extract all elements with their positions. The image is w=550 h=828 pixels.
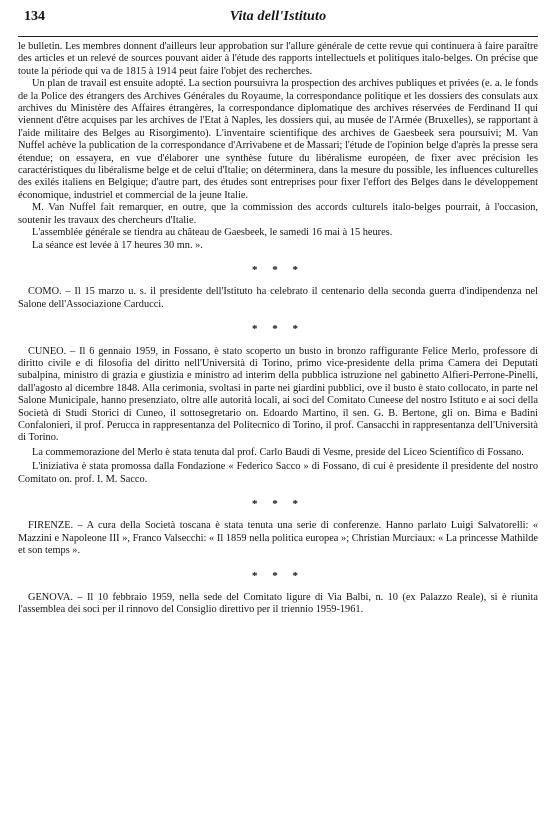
section-separator: * * * — [252, 263, 304, 276]
section-separator: * * * — [252, 498, 304, 510]
page-header — [18, 0, 538, 37]
section-firenze: FIRENZE. – A cura della Società toscana è stata tenuta una serie di conferenze. Hanno parlato Luigi Salvatorelli: « Mazzini e Napoleone III », Franco Valsecchi: « Il 1859 nella politica europea »; Christian Murciaux: « La princesse Mathilde et son temps ». — [18, 520, 538, 557]
section-separator: * * * — [252, 569, 304, 582]
article-body — [18, 41, 538, 617]
section-como: COMO. – Il 15 marzo u. s. il presidente dell'Istituto ha celebrato il centenario della seconda guerra d'indipendenza nel Salone dell'Associazione Carducci. — [18, 286, 538, 310]
paragraph-bulletin: le bulletin. Les membres donnent d'ailleurs leur approbation sur l'allure générale de cette revue qui continuera à faire paraître des articles et un relevé de sources pouvant aider à l'étude des rapports intellectuels et politiques italo-belges. On précise que toute la période qui va de 1815 à 1914 peut faire l'objet des recherches. — [18, 41, 538, 77]
paragraph-general-assembly: L'assemblée générale se tiendra au château de Gaesbeek, le samedi 16 mai à 15 heures. — [32, 227, 393, 239]
page-number: 134 — [24, 9, 45, 24]
running-title: Vita dell'Istituto — [229, 9, 327, 24]
paragraph-cuneo-commemoration: La commemorazione del Merlo è stata tenuta dal prof. Carlo Baudi di Vesme, preside del Liceo Scientifico di Fossano. — [32, 446, 524, 458]
paragraph-cuneo-initiative: L'iniziativa è stata promossa dalla Fondazione « Federico Sacco » di Fossano, di cui è presidente il presidente del nostro Comitato on. prof. I. M. Sacco. — [18, 461, 538, 485]
paragraph-session-closed: La séance est levée à 17 heures 30 mn. ». — [32, 239, 203, 251]
section-separator: * * * — [252, 323, 304, 336]
paragraph-work-plan: Un plan de travail est ensuite adopté. La section poursuivra la prospection des archives publiques et privées (e. a. le fonds de la Police des étrangers des Archives Générales du Royaume, la correspondance politique et les dossiers des consulats aux archives du Ministère des Affaires étrangères, la correspondance diplomatique des archives réservées de Ferdinand II qui viennent d'être acquises par les archives de l'Etat à Naples, les dossiers qui, au musée de l'Armée (Bruxelles), se rapportant à l'aide militaire des Belges au Risorgimento). L'inventaire scientifique des archives de Gaesbeek sera poursuivi; M. Van Nuffel achève la publication de la correspondance d'Arrivabene et de Massari; l'étude de l'opinion belge d'après la presse sera étendue; on essayera, en vue d'élaborer une synthèse future du libéralisme européen, de fixer avec précision les caractéristiques du libéralisme belge et de celui d'Italie; on déterminera, dans la mesure du possible, les influences culturelles des exilés italiens en Belgique; d'autre part, des études sont entreprises pour fixer l'effort des Belges dans le développement économique, industriel et commercial de la jeune Italie. — [18, 78, 538, 201]
paragraph-van-nuffel: M. Van Nuffel fait remarquer, en outre, que la commission des accords culturels italo-belges pourrait, à l'occasion, soutenir les travaux des chercheurs d'Italie. — [18, 202, 538, 226]
section-genova: GENOVA. – Il 10 febbraio 1959, nella sede del Comitato ligure di Via Balbi, n. 10 (ex Palazzo Reale), si è riunita l'assemblea dei soci per il rinnovo del Consiglio direttivo per il triennio 1959-1961. — [18, 592, 538, 616]
section-cuneo: CUNEO. – Il 6 gennaio 1959, in Fossano, è stato scoperto un busto in bronzo raffigurante Felice Merlo, professore di diritto civile e di filosofia del diritto nell'Università di Torino, primo vice-presidente della prima Camera dei Deputati subalpina, ministro di grazia e giustizia e ministro ad interim della pubblica istruzione nel gabinetto Alfieri-Perrone-Pinelli, dall'agosto al dicembre 1848. Alla cerimonia, svoltasi in parte nei giardini pubblici, ove il busto è stato collocato, in parte nel Salone Municipale, hanno presenziato, oltre alle autorità locali, ai soci del Comitato Cuneese del nostro Istituto e ai soci della Società di Studi Storici di Cuneo, il sottosegretario on. Edoardo Martino, il sen. G. B. Bertone, gli on. Bima e Badini Confalonieri, il prof. Perucca in rappresentanza del Politecnico di Torino, il prof. Cansacchi in rappresentanza dell'Università di Torino. — [18, 345, 538, 444]
